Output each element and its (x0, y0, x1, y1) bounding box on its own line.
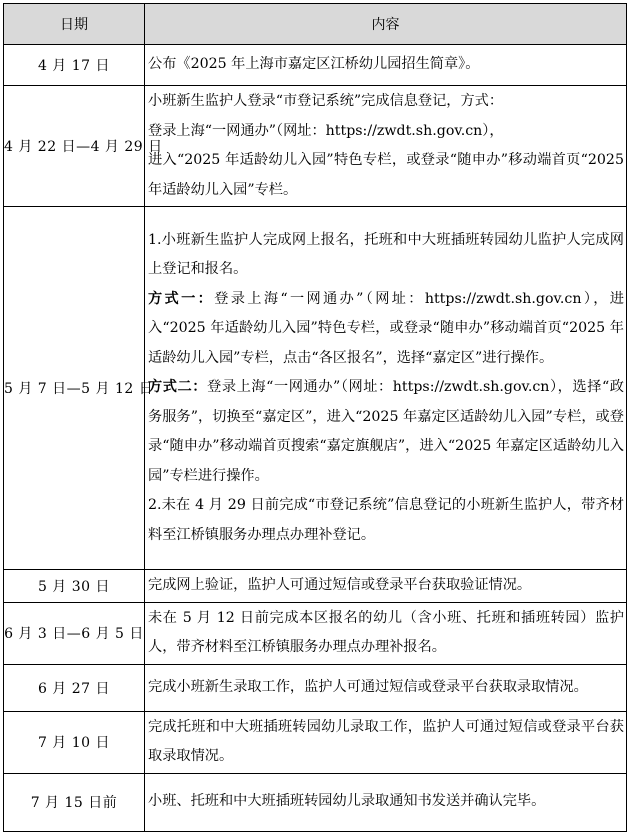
row-content (145, 207, 627, 570)
table-row (4, 86, 627, 207)
content-text: 进入“2025 年适龄幼儿入园”特色专栏，或登录“随申办”移动端首页“2025 年适龄幼儿入园”专栏。 (148, 152, 624, 198)
content-line (148, 673, 624, 703)
content-line (148, 787, 624, 817)
content-text: 完成小班新生录取工作，监护人可通过短信或登录平台获取录取情况。 (148, 678, 588, 695)
row-date: 7 月 10 日 (4, 711, 145, 773)
row-date: 7 月 15 日前 (4, 773, 145, 831)
table-row (4, 45, 627, 86)
row-content (145, 602, 627, 664)
content-line (148, 117, 624, 147)
content-text: 完成网上验证，监护人可通过短信或登录平台获取验证情况。 (148, 577, 532, 593)
row-content (145, 570, 627, 603)
content-text: 2.未在 4 月 29 日前完成“市登记系统”信息登记的小班新生监护人，带齐材料至江桥镇服务办理点办理补登记。 (148, 497, 624, 543)
table-row (4, 207, 627, 570)
row-date: 6 月 27 日 (4, 664, 145, 711)
table-row (4, 602, 627, 664)
content-text: 未在 5 月 12 日前完成本区报名的幼儿（含小班、托班和插班转园）监护人，带齐材料至江桥镇服务办理点办理补报名。 (148, 609, 624, 655)
content-line (148, 713, 624, 772)
content-line (148, 226, 624, 285)
content-text: 登录上海“一网通办”（网址：https://zwdt.sh.gov.cn）， (148, 122, 504, 139)
table-row (4, 711, 627, 773)
content-text: 1.小班新生监护人完成网上报名，托班和中大班插班转园幼儿监护人完成网上登记和报名。 (148, 231, 624, 278)
content-line (148, 571, 624, 601)
row-date: 5 月 7 日—5 月 12 日 (4, 207, 145, 570)
content-text: 小班、托班和中大班插班转园幼儿录取通知书发送并确认完毕。 (148, 793, 546, 810)
content-text: 公布《2025 年上海市嘉定区江桥幼儿园招生简章》。 (148, 56, 480, 73)
content-text: 登录上海“一网通办”（网址：https://zwdt.sh.gov.cn），选择“政务服务”，切换至“嘉定区”，进入“2025 年嘉定区适龄幼儿入园”专栏，或登录“随申办”移动端首页搜索“嘉定旗舰店”，进入“2025 年嘉定区适龄幼儿入园”专栏进行操作。 (148, 379, 624, 484)
content-line (148, 491, 624, 550)
row-content (145, 664, 627, 711)
row-content (145, 773, 627, 831)
schedule-table (3, 3, 627, 832)
row-content (145, 711, 627, 773)
content-line (148, 604, 624, 663)
content-text: 小班新生监护人登录“市登记系统”完成信息登记，方式： (148, 93, 504, 109)
header-content: 内容 (145, 4, 627, 45)
method-label: 方式一： (148, 290, 215, 307)
content-line (148, 146, 624, 205)
content-line (148, 373, 624, 491)
table-row (4, 664, 627, 711)
table-row (4, 773, 627, 831)
row-content (145, 86, 627, 207)
content-line (148, 285, 624, 374)
header-date: 日期 (4, 4, 145, 45)
content-line (148, 87, 624, 117)
row-date: 6 月 3 日—6 月 5 日 (4, 602, 145, 664)
table-header-row (4, 4, 627, 45)
row-content (145, 45, 627, 86)
content-text: 完成托班和中大班插班转园幼儿录取工作，监护人可通过短信或登录平台获取录取情况。 (148, 718, 624, 764)
content-line (148, 50, 624, 80)
row-date: 4 月 22 日—4 月 29 日 (4, 86, 145, 207)
row-date: 4 月 17 日 (4, 45, 145, 86)
method-label: 方式二： (148, 379, 208, 396)
content-text: 登录上海“一网通办”（网址：https://zwdt.sh.gov.cn），进入“2025 年适龄幼儿入园”特色专栏，或登录“随申办”移动端首页“2025 年适龄幼儿入园”专栏，点击“各区报名”，选择“嘉定区”进行操作。 (148, 290, 624, 366)
table-row (4, 570, 627, 603)
row-date: 5 月 30 日 (4, 570, 145, 603)
